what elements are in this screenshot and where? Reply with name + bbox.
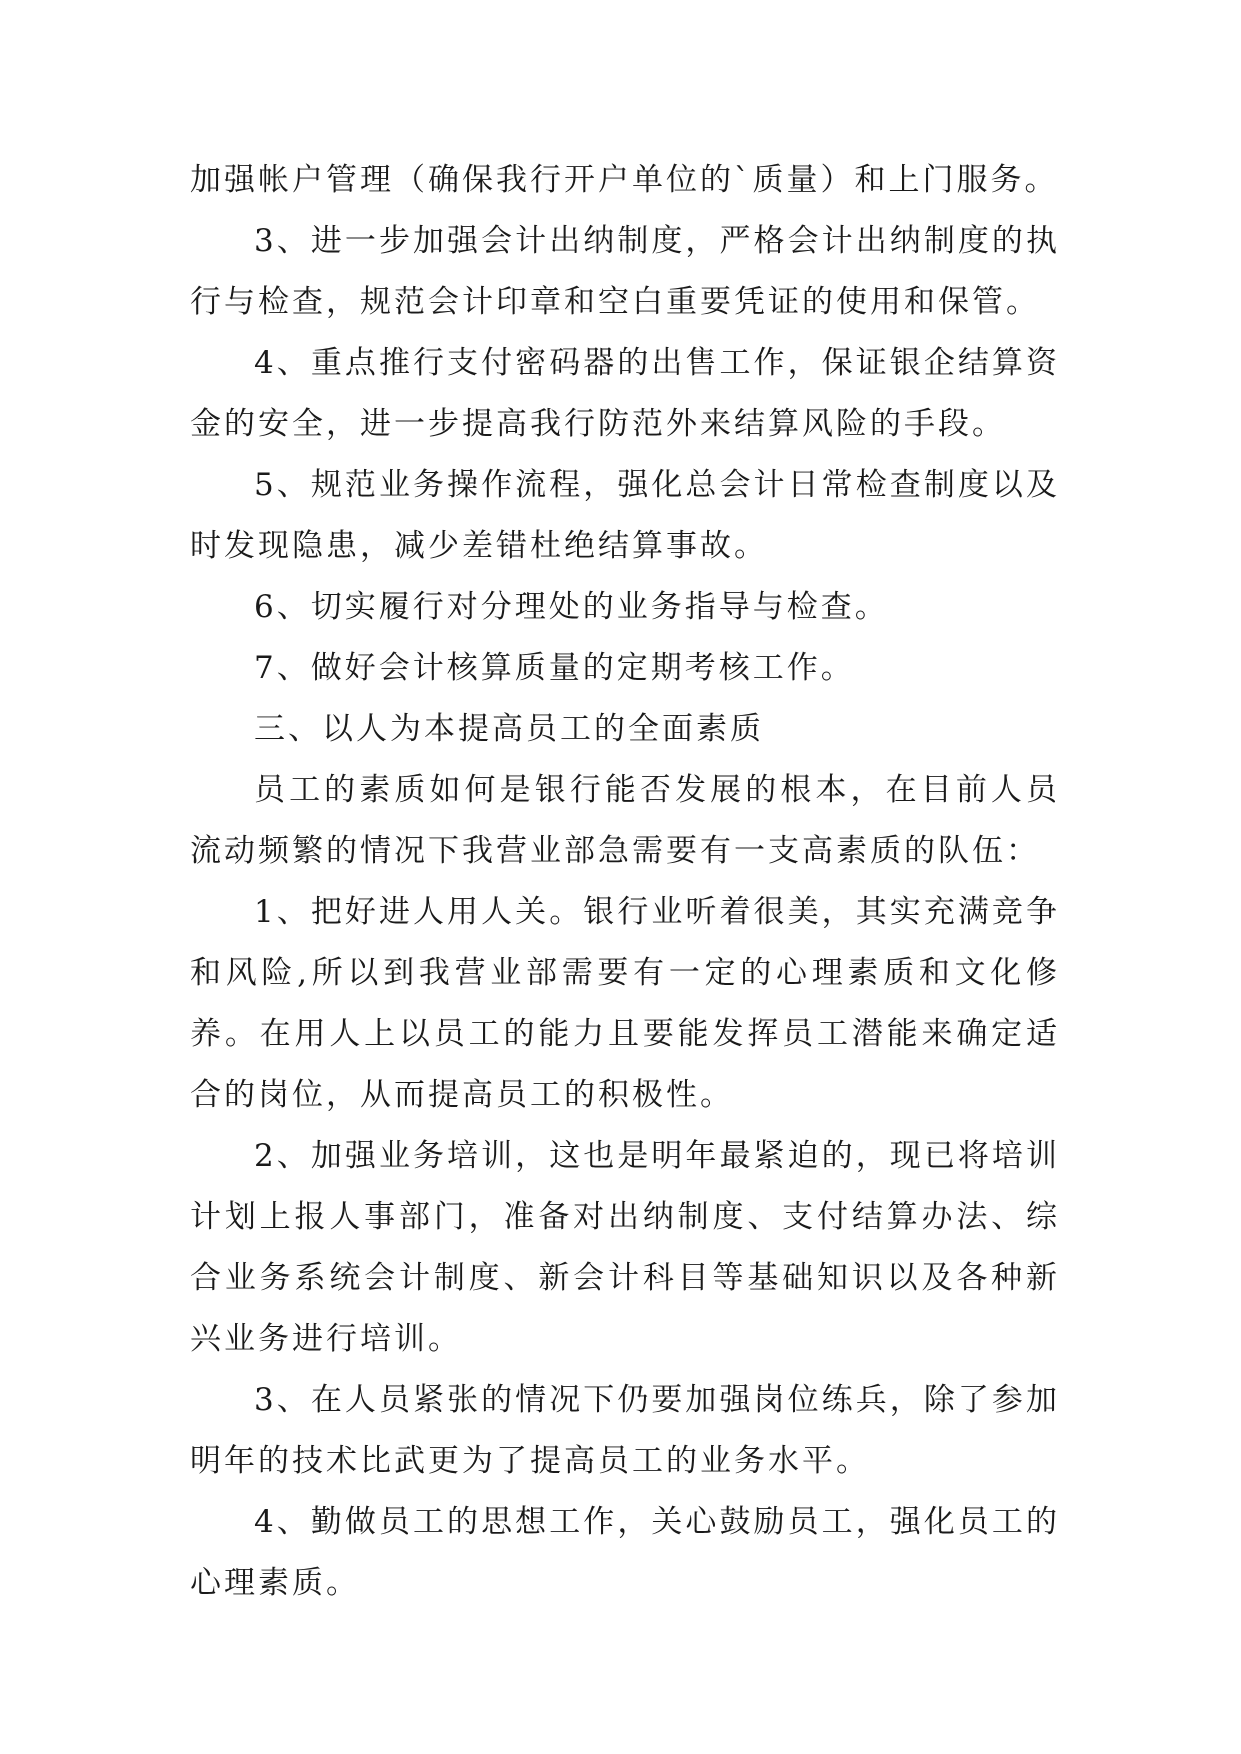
paragraph-staff-item-4: 4、勤做员工的思想工作，关心鼓励员工，强化员工的心理素质。 xyxy=(190,1504,1060,1601)
paragraph-staff-item-1: 1、把好进人用人关。银行业听着很美，其实充满竞争和风险,所以到我营业部需要有一定的心理素质和文化修养。在用人上以员工的能力且要能发挥员工潜能来确定适合的岗位，从而提高员工的积极性。 xyxy=(190,894,1060,1113)
document-body xyxy=(190,150,1060,1614)
paragraph-staff-item-2: 2、加强业务培训，这也是明年最紧迫的，现已将培训计划上报人事部门，准备对出纳制度、支付结算办法、综合业务系统会计制度、新会计科目等基础知识以及各种新兴业务进行培训。 xyxy=(190,1138,1060,1357)
paragraph-item-7-quality-assessment: 7、做好会计核算质量的定期考核工作。 xyxy=(254,650,855,686)
paragraph-staff-item-3: 3、在人员紧张的情况下仍要加强岗位练兵，除了参加明年的技术比武更为了提高员工的业务水平。 xyxy=(190,1382,1060,1479)
section-heading-three: 三、以人为本提高员工的全面素质 xyxy=(254,711,764,747)
paragraph-staff-quality-intro: 员工的素质如何是银行能否发展的根本，在目前人员流动频繁的情况下我营业部急需要有一支高素质的队伍： xyxy=(190,772,1060,869)
paragraph-item-4-password-device: 4、重点推行支付密码器的出售工作，保证银企结算资金的安全，进一步提高我行防范外来结算风险的手段。 xyxy=(190,345,1060,442)
paragraph-item-3-cashier-system: 3、进一步加强会计出纳制度，严格会计出纳制度的执行与检查，规范会计印章和空白重要凭证的使用和保管。 xyxy=(190,223,1060,320)
paragraph-item-5-operation-process: 5、规范业务操作流程，强化总会计日常检查制度以及时发现隐患，减少差错杜绝结算事故。 xyxy=(190,467,1060,564)
paragraph-item-6-branch-guidance: 6、切实履行对分理处的业务指导与检查。 xyxy=(254,589,889,625)
paragraph-account-management: 加强帐户管理（确保我行开户单位的`质量）和上门服务。 xyxy=(190,162,1059,198)
